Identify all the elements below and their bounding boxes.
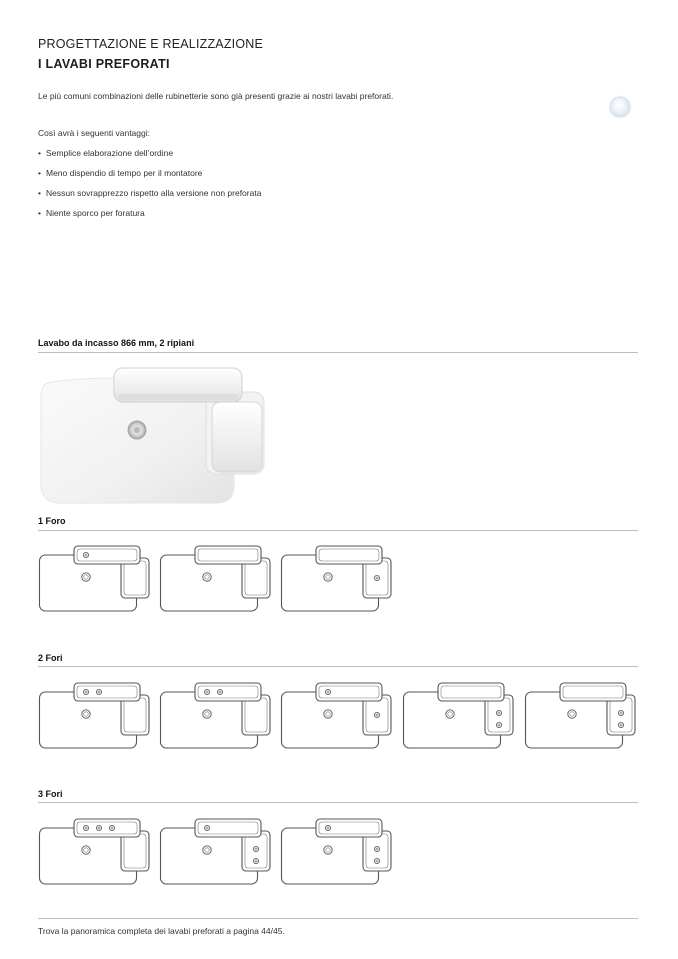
tap-hole-icon <box>253 846 258 851</box>
drain-icon <box>82 846 90 854</box>
drain-icon <box>82 710 90 718</box>
drain-icon <box>446 710 454 718</box>
drain-icon <box>568 710 576 718</box>
tap-hole-icon <box>374 575 379 580</box>
drain-icon <box>324 573 332 581</box>
tap-hole-icon <box>618 722 623 727</box>
sink-drawing <box>159 681 271 751</box>
tap-hole-icon <box>374 846 379 851</box>
advantage-item: • Nessun sovrapprezzo rispetto alla versione non preforata <box>38 188 261 208</box>
variant-divider <box>38 666 638 667</box>
tap-hole-icon <box>96 689 101 694</box>
variant-divider <box>38 802 638 803</box>
tap-hole-icon <box>204 825 209 830</box>
drain-icon <box>324 846 332 854</box>
advantages-list <box>38 148 261 228</box>
tap-hole-icon <box>204 689 209 694</box>
sink-product-image <box>38 362 270 506</box>
tap-hole-icon <box>253 858 258 863</box>
advantages-title: Così avrà i seguenti vantaggi: <box>38 128 150 138</box>
variant-title-2-fori: 2 Fori <box>38 653 63 663</box>
drain-icon <box>324 710 332 718</box>
product-title: Lavabo da incasso 866 mm, 2 ripiani <box>38 338 195 348</box>
page-title: I LAVABI PREFORATI <box>38 57 170 71</box>
advantage-item: • Niente sporco per foratura <box>38 208 261 228</box>
tap-hole-icon <box>83 689 88 694</box>
sink-drawing <box>38 817 150 887</box>
product-divider <box>38 352 638 353</box>
intro-text: Le più comuni combinazioni delle rubinetterie sono già presenti grazie ai nostri lavabi preforati. <box>38 91 394 101</box>
sink-drawing <box>402 681 514 751</box>
sink-drawing <box>38 681 150 751</box>
footer-note: Trova la panoramica completa dei lavabi preforati a pagina 44/45. <box>38 926 285 936</box>
sink-drawing <box>280 817 392 887</box>
tap-hole-icon <box>325 689 330 694</box>
drain-icon <box>203 710 211 718</box>
tap-hole-icon <box>325 825 330 830</box>
tap-hole-icon <box>618 710 623 715</box>
tap-hole-icon <box>496 722 501 727</box>
variant-divider <box>38 530 638 531</box>
sink-drawing <box>159 544 271 614</box>
page-kicker: PROGETTAZIONE E REALIZZAZIONE <box>38 37 264 51</box>
sink-drawing <box>524 681 636 751</box>
drain-icon <box>203 573 211 581</box>
variant-title-1-foro: 1 Foro <box>38 516 66 526</box>
tap-hole-icon <box>374 712 379 717</box>
page-nav-button[interactable] <box>610 97 630 117</box>
tap-hole-icon <box>83 825 88 830</box>
tap-hole-icon <box>496 710 501 715</box>
sink-drawing <box>159 817 271 887</box>
drain-icon <box>203 846 211 854</box>
tap-hole-icon <box>96 825 101 830</box>
tap-hole-icon <box>374 858 379 863</box>
tap-hole-icon <box>83 552 88 557</box>
variant-title-3-fori: 3 Fori <box>38 789 63 799</box>
advantage-item: • Meno dispendio di tempo per il montatore <box>38 168 261 188</box>
drain-icon <box>82 573 90 581</box>
sink-drawing <box>280 544 392 614</box>
tap-hole-icon <box>109 825 114 830</box>
footer-divider <box>38 918 638 919</box>
advantage-item: • Semplice elaborazione dell’ordine <box>38 148 261 168</box>
sink-drawing <box>280 681 392 751</box>
tap-hole-icon <box>217 689 222 694</box>
sink-drawing <box>38 544 150 614</box>
